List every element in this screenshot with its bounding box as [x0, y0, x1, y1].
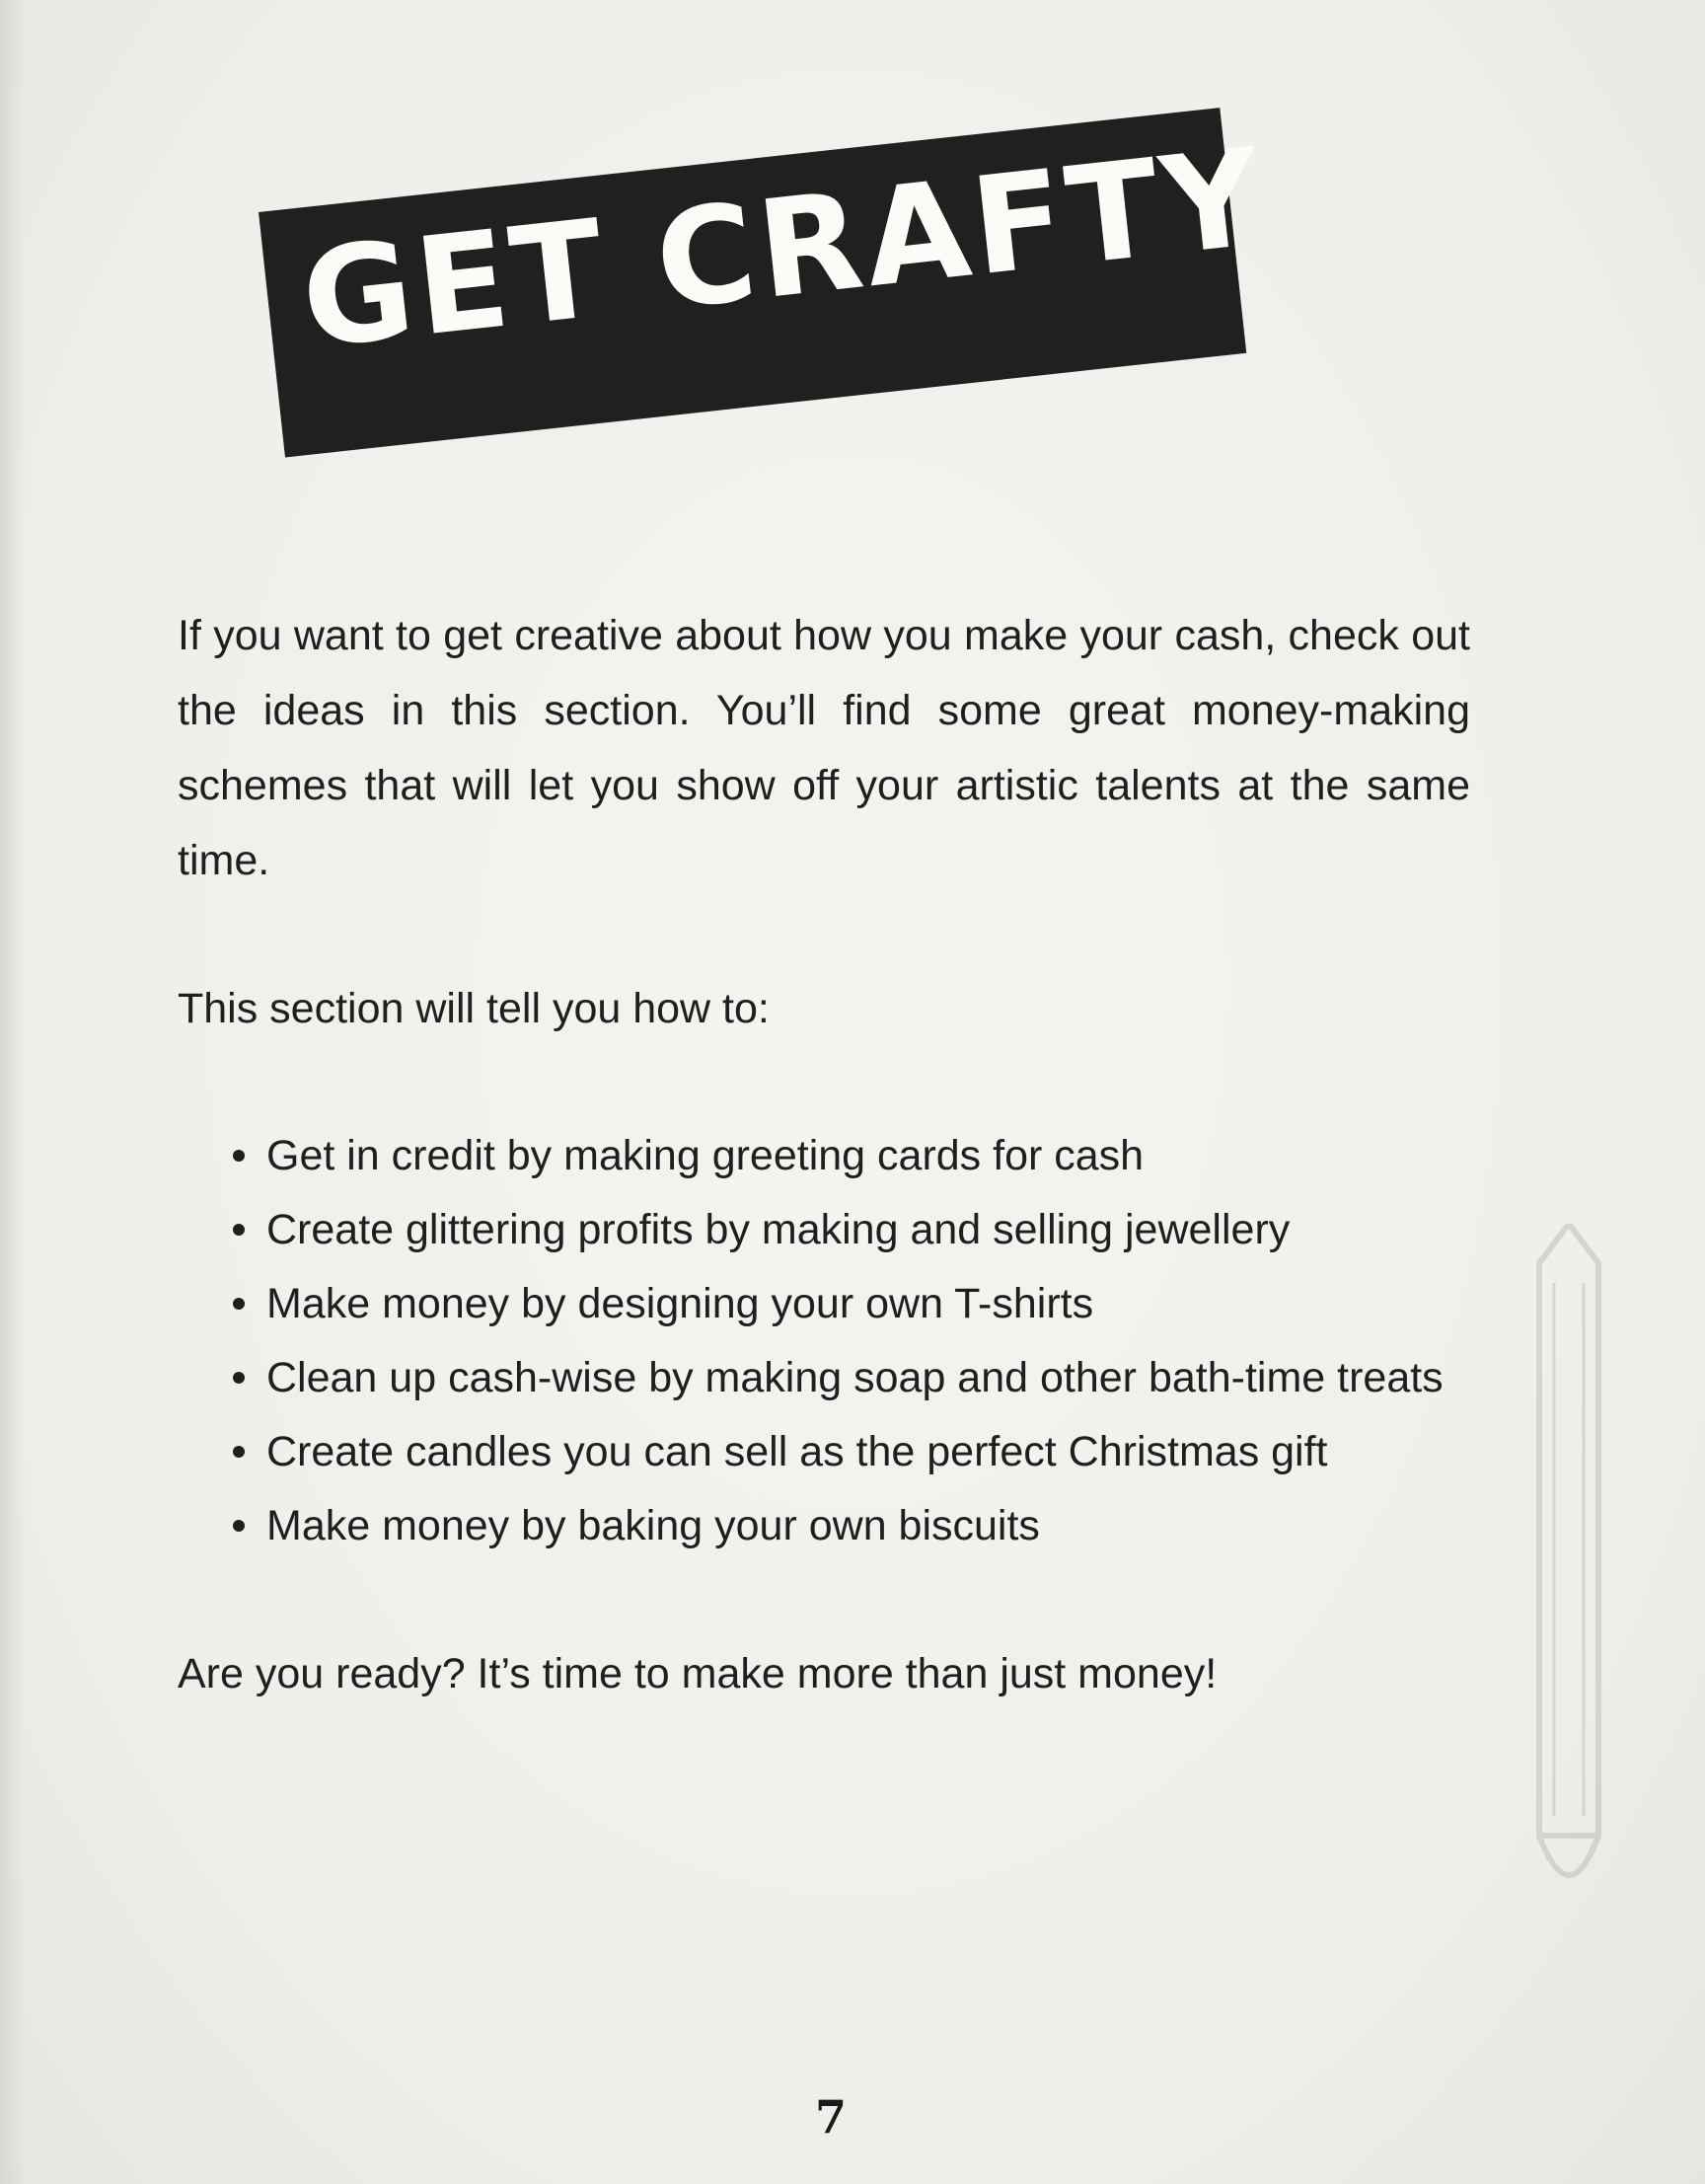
list-item-text: Create candles you can sell as the perfect Christmas gift	[266, 1428, 1328, 1475]
list-item-text: Get in credit by making greeting cards for cash	[266, 1132, 1145, 1179]
list-lead: This section will tell you how to:	[178, 985, 770, 1032]
list-item	[227, 1267, 1444, 1341]
bullet-icon	[233, 1224, 245, 1236]
list-item-text: Create glittering profits by making and selling jewellery	[266, 1206, 1291, 1253]
bullet-icon	[233, 1520, 245, 1532]
bullet-icon	[233, 1298, 245, 1310]
closing-line: Are you ready? It’s time to make more than just money!	[178, 1650, 1218, 1697]
page-number: 7	[814, 2090, 847, 2144]
bullet-icon	[233, 1446, 245, 1458]
pencil-show-through-illustration	[1510, 1224, 1628, 1934]
list-item-text: Make money by baking your own biscuits	[266, 1502, 1040, 1549]
ideas-list	[227, 1119, 1444, 1563]
list-item	[227, 1119, 1444, 1193]
page-title: GET CRAFTY	[294, 119, 1272, 380]
list-item-text: Clean up cash-wise by making soap and other bath-time treats	[266, 1354, 1444, 1401]
list-item	[227, 1193, 1444, 1267]
bullet-icon	[233, 1372, 245, 1384]
list-item	[227, 1489, 1444, 1563]
list-item	[227, 1341, 1444, 1415]
binding-shadow	[0, 0, 26, 2184]
intro-paragraph: If you want to get creative about how you make your cash, check out the ideas in this section. You’ll find some great money-making schemes that will let you show off your artistic talents at the same time.	[178, 612, 1470, 884]
bullet-icon	[233, 1150, 245, 1162]
list-item-text: Make money by designing your own T-shirts	[266, 1280, 1094, 1327]
list-item	[227, 1415, 1444, 1489]
